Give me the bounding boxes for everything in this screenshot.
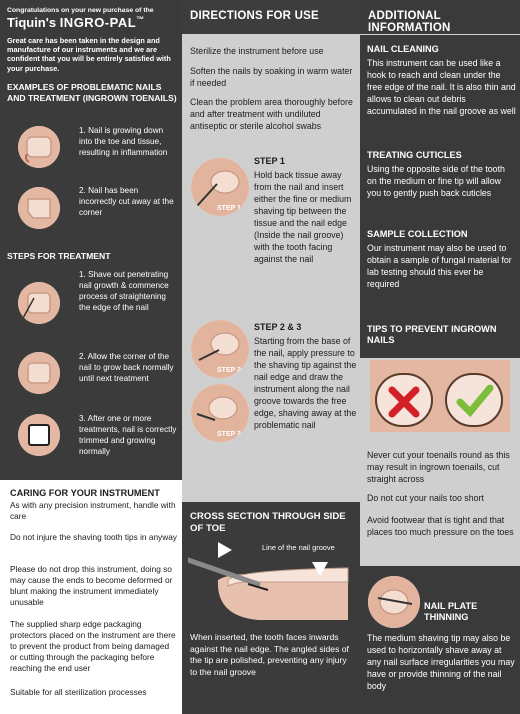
treatment-step-2-illustration bbox=[18, 352, 60, 394]
treatment-step-2-text: 2. Allow the corner of the nail to grow back normally until next treatment bbox=[79, 352, 174, 383]
header-divider bbox=[360, 34, 520, 35]
left-column bbox=[0, 0, 182, 714]
directions-heading: DIRECTIONS FOR USE bbox=[182, 0, 360, 34]
step-1-image-label: STEP 1 bbox=[217, 205, 241, 212]
cross-section-heading: CROSS SECTION THROUGH SIDE OF TOE bbox=[190, 511, 346, 534]
step-2-illustration bbox=[191, 320, 249, 378]
steps-heading: STEPS FOR TREATMENT bbox=[7, 251, 111, 261]
treatment-step-1-illustration bbox=[18, 282, 60, 324]
caring-para-5: Suitable for all sterilization processes bbox=[10, 687, 147, 697]
nail-thinning-panel bbox=[360, 566, 520, 714]
directions-para-2: Soften the nails by soaking in warm water if needed bbox=[190, 66, 353, 88]
step-2-image-label: STEP 2 bbox=[217, 367, 241, 374]
caring-para-2: Do not injure the shaving tooth tips in anyway bbox=[10, 532, 177, 542]
nail-groove-label: Line of the nail groove bbox=[262, 543, 335, 552]
directions-para-1: Sterilize the instrument before use bbox=[190, 46, 324, 56]
brand-title bbox=[7, 15, 182, 30]
caring-para-1: As with any precision instrument, handle with care bbox=[10, 500, 176, 521]
tips-heading-bar bbox=[360, 312, 520, 358]
nail-miscut-illustration bbox=[18, 187, 60, 229]
step-1-title: STEP 1 bbox=[254, 156, 285, 166]
example-1-text: 1. Nail is growing down into the toe and tissue, resulting in inflammation bbox=[79, 126, 168, 157]
additional-info-heading: ADDITIONAL INFORMATION bbox=[360, 0, 520, 34]
brand-prefix: Tiquin's bbox=[7, 15, 60, 30]
tips-title: TIPS TO PREVENT INGROWN NAILS bbox=[367, 324, 497, 345]
nail-thinning-illustration bbox=[368, 576, 420, 628]
right-column bbox=[360, 0, 520, 714]
treating-cuticles-title: TREATING CUTICLES bbox=[367, 150, 462, 160]
step-3-illustration bbox=[191, 384, 249, 442]
tip-1: Never cut your toenails round as this may result in ingrown toenails, cut straight across bbox=[367, 450, 510, 484]
treating-cuticles-text: Using the opposite side of the tooth on the medium or fine tip will allow you to gently push back cuticles bbox=[367, 164, 505, 198]
directions-para-3: Clean the problem area thoroughly before and after treatment with undiluted antiseptic or sterile alcohol swabs bbox=[190, 97, 353, 131]
caring-heading: CARING FOR YOUR INSTRUMENT bbox=[10, 488, 160, 498]
treatment-step-1-text: 1. Shave out penetrating nail growth & commence process of straightening the edge of the nail bbox=[79, 270, 169, 312]
step-23-title: STEP 2 & 3 bbox=[254, 322, 302, 332]
caring-box bbox=[0, 480, 182, 714]
nail-thinning-text: The medium shaving tip may also be used to horizontally shave away at any nail surface irregularities you may have or provide thinning of the nail body bbox=[367, 633, 515, 691]
step-1-illustration bbox=[191, 158, 249, 216]
nail-thinning-title: NAIL PLATE THINNING bbox=[424, 601, 478, 622]
nail-ingrowing-illustration bbox=[18, 126, 60, 168]
sample-collection-text: Our instrument may also be used to obtain a sample of fungal material for lab testing should this ever be required bbox=[367, 243, 512, 289]
middle-column bbox=[182, 0, 360, 714]
cross-section-text: When inserted, the tooth faces inwards against the nail edge. The angled sides of the tip are polished, preventing any injury to the nail groove bbox=[190, 632, 349, 677]
examples-heading: EXAMPLES OF PROBLEMATIC NAILS AND TREATMENT (INGROWN TOENAILS) bbox=[7, 82, 177, 103]
nail-cleaning-title: NAIL CLEANING bbox=[367, 44, 439, 54]
step-23-text: Starting from the base of the nail, apply pressure to the shaving tip against the nail edge and draw the instrument along the nail groove towards the free edge, shaving away at the problematic nail bbox=[254, 336, 357, 430]
caring-para-3: Please do not drop this instrument, doing so may cause the ends to become deformed or blunt making the instrument immediately unusable bbox=[10, 564, 173, 607]
nail-cleaning-text: This instrument can be used like a hook to reach and clean under the free edge of the nail. It is also thin and allows to clean out debris accumulated in the nail groove as well bbox=[367, 58, 516, 116]
congrats-text: Congratulations on your new purchase of the bbox=[7, 7, 154, 14]
example-2-text: 2. Nail has been incorrectly cut away at the corner bbox=[79, 186, 174, 217]
sample-collection-title: SAMPLE COLLECTION bbox=[367, 229, 468, 239]
caring-para-4: The supplied sharp edge packaging protectors placed on the instrument are there to prevent the product from being damaged or cutting through the packaging before reaching the end user bbox=[10, 619, 176, 673]
tip-2: Do not cut your nails too short bbox=[367, 493, 484, 503]
tip-3: Avoid footwear that is tight and that places too much pressure on the toes bbox=[367, 515, 514, 537]
cross-section-panel bbox=[182, 502, 360, 714]
treatment-step-3-text: 3. After one or more treatments, nail is correctly trimmed and growing normally bbox=[79, 414, 177, 456]
brand-name: INGRO-PAL bbox=[59, 15, 137, 30]
intro-text: Great care has been taken in the design and manufacture of our instruments and we are confident that you will be entirely satisfied with your purchase. bbox=[7, 36, 171, 73]
brand-tm: ™ bbox=[136, 15, 145, 24]
treatment-step-3-illustration bbox=[18, 414, 60, 456]
cross-section-diagram bbox=[188, 540, 356, 626]
step-3-image-label: STEP 3 bbox=[217, 431, 241, 438]
tips-toe-illustration bbox=[370, 360, 510, 432]
step-1-text: Hold back tissue away from the nail and insert either the fine or medium shaving tip between the tissue and the nail edge (Inside the nail groove) with the tooth facing against the nail bbox=[254, 170, 352, 264]
